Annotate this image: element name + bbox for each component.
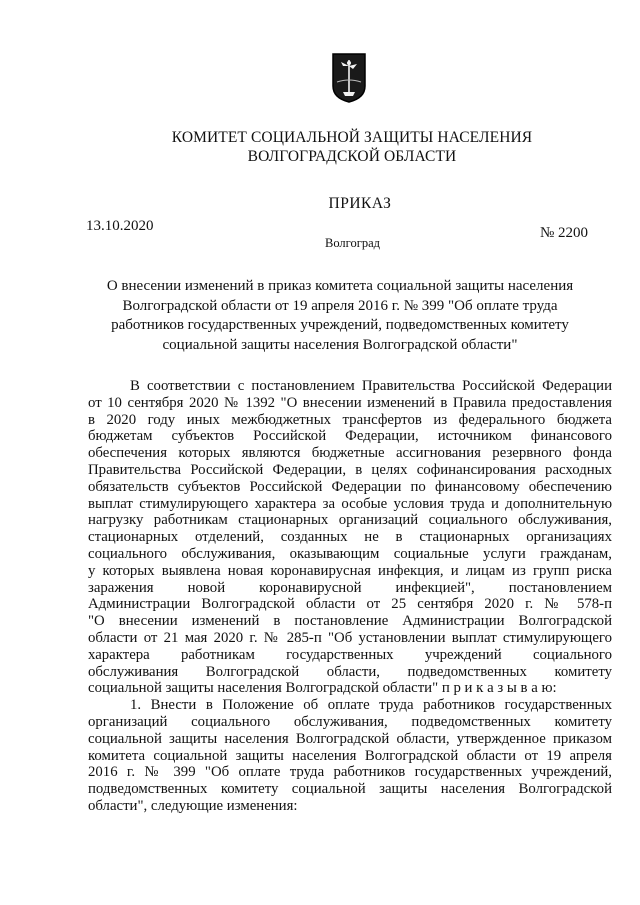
order-city: Волгоград xyxy=(325,236,381,250)
item-line: комитета социальной защиты населения Волгоградской области от 19 апреля xyxy=(88,747,612,764)
preamble-line: выплат стимулирующего характера за особые условия труда и дополнительную xyxy=(88,495,612,512)
committee-name-line-1: КОМИТЕТ СОЦИАЛЬНОЙ ЗАЩИТЫ НАСЕЛЕНИЯ xyxy=(171,129,533,146)
document-body xyxy=(88,378,612,815)
preamble-line: у которых выявлена новая коронавирусная инфекция, и лицам из групп риска xyxy=(88,562,612,579)
preamble-line: в 2020 году иных межбюджетных трансфертов из федерального бюджета xyxy=(88,411,612,428)
item-line: области", следующие изменения: xyxy=(88,797,298,814)
preamble-line: обязательств субъектов Российской Федерации по финансовому обеспечению xyxy=(88,478,612,495)
preamble-line-text: социальной защиты населения Волгоградской области" xyxy=(88,680,439,697)
preamble-line: социального обслуживания, оказывающим социальные услуги гражданам, xyxy=(88,545,612,562)
order-subject xyxy=(80,277,600,355)
preamble-line: от 10 сентября 2020 № 1392 "О внесении изменений в Правила предоставления xyxy=(88,394,612,411)
preamble-line: стационарных отделений, созданных не в стационарных организациях xyxy=(88,529,612,546)
document-title: ПРИКАЗ xyxy=(328,195,392,212)
preamble-line: Правительства Российской Федерации, в целях софинансирования расходных xyxy=(88,461,612,478)
item-line: организаций социального обслуживания, подведомственных комитету xyxy=(88,713,612,730)
order-number: № 2200 xyxy=(540,225,589,241)
subject-line: О внесении изменений в приказ комитета социальной защиты населения xyxy=(106,278,574,294)
subject-line: Волгоградской области от 19 апреля 2016 г. № 399 "Об оплате труда xyxy=(122,297,558,314)
preamble-line: характера работникам государственных учреждений социального xyxy=(88,646,612,663)
item-line: 1. Внести в Положение об оплате труда работников государственных xyxy=(130,697,612,714)
preamble-line: заражения новой коронавирусной инфекцией", постановлением xyxy=(88,579,612,596)
preamble-line: бюджетам субъектов Российской Федерации, источником финансового xyxy=(88,428,612,445)
committee-name-line-2: ВОЛГОГРАДСКОЙ ОБЛАСТИ xyxy=(247,148,457,165)
preamble-line: "О внесении изменений в постановление Администрации Волгоградской xyxy=(88,613,612,630)
item-line: 2016 г. № 399 "Об оплате труда работников государственных учреждений, xyxy=(88,764,612,781)
subject-line: социальной защиты населения Волгоградской области" xyxy=(162,336,518,353)
subject-line: работников государственных учреждений, подведомственных комитету xyxy=(111,317,569,333)
coat-of-arms-icon xyxy=(331,52,367,104)
preamble-line: В соответствии с постановлением Правительства Российской Федерации xyxy=(130,378,612,394)
preamble-last-line xyxy=(88,680,612,697)
preamble-line: нагрузку работникам стационарных организаций социального обслуживания, xyxy=(88,512,612,529)
decree-word: п р и к а з ы в а ю: xyxy=(441,680,557,697)
item-line: социальной защиты населения Волгоградской области, утвержденное приказом xyxy=(88,730,612,747)
item-line: подведомственных комитету социальной защиты населения Волгоградской xyxy=(88,781,612,798)
preamble-line: обеспечения которых являются бюджетные ассигнования резервного фонда xyxy=(88,445,612,462)
order-date: 13.10.2020 xyxy=(86,218,154,234)
preamble-line: Администрации Волгоградской области от 25 сентября 2020 г. № 578-п xyxy=(88,596,612,613)
preamble-line: обслуживания Волгоградской области, подведомственных комитету xyxy=(88,663,612,680)
preamble-line: области от 21 мая 2020 г. № 285-п "Об установлении выплат стимулирующего xyxy=(88,629,612,646)
